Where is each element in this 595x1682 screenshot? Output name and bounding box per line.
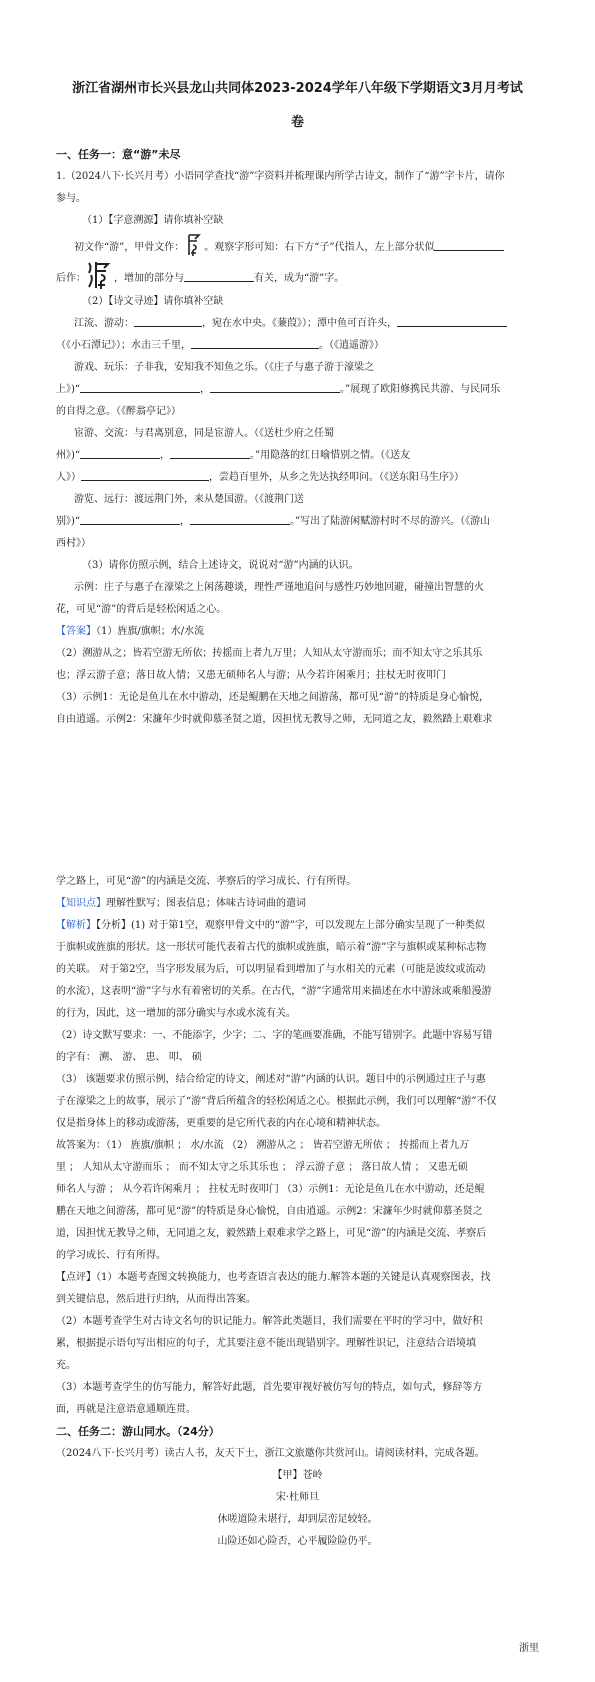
q1-example-line-1: 示例：庄子与惠子在濠梁之上闲荡趣谈，理性严谨地追问与感性巧妙地回避，碰撞出智慧的火	[74, 582, 484, 593]
analysis-line-15: 道，因担忧无教导之师，无同道之友，毅然踏上艰难求学之路上，可见“游”的内涵是交流、孝察后	[56, 1228, 487, 1239]
blank-input[interactable]	[184, 270, 254, 282]
review-tag: 【点评】	[56, 1272, 96, 1283]
answer-line-6: 学之路上，可见“游”的内涵是交流、孝察后的学习成长、行有所得。	[56, 876, 357, 887]
analysis-line-3: 的关联。 对于第2空，当字形发展为后，可以明显看到增加了与水相关的元素（可能是波纹或流动	[56, 964, 486, 975]
section-1-heading: 一、任务一：意“游”未尽	[56, 148, 181, 161]
q2-intro: （2024八下·长兴月考）读古人书，友天下士，浙江文旅邀你共赏河山。请阅读材料，完成各题。	[56, 1448, 485, 1459]
blank-input[interactable]	[81, 469, 209, 481]
poem-line-2: 山险还如心险否，心平履险险仍平。	[217, 1536, 378, 1547]
analysis-tag: 【解析】	[56, 920, 96, 931]
q1-part2-row-7: 州》)“ ， 。”用隐落的红日喻惜别之情。（《送友	[56, 445, 539, 467]
blank-input[interactable]	[397, 315, 507, 327]
poem-title: 【甲】苍岭	[272, 1470, 323, 1481]
review-line-4: 累，根据提示语句写出相应的句子，尤其要注意不能出现错别字。理解性识记，注意结合语境填	[56, 1338, 476, 1349]
q1-part1-line-2: 后作： ，增加的部分与 有关，成为“游”字。	[56, 259, 539, 291]
poem-author: 宋·杜师旦	[275, 1492, 320, 1503]
analysis-sub-tag: 【分析】	[96, 920, 131, 931]
blank-space	[56, 731, 539, 871]
seal-script-glyph-icon	[86, 259, 114, 291]
analysis-line-10: 仅是指身体上的移动或游荡，更重要的是它所代表的内在心境和精神状态。	[56, 1118, 386, 1129]
q1-example-line-2: 花，可见“游”的背后是轻松闲适之心。	[56, 604, 227, 615]
answer-line-4: （3）示例1：无论是鱼儿在水中游动，还是鲲鹏在天地之间游荡，都可见“游”的特质是身心愉悦，	[56, 692, 489, 703]
analysis-line-6: （2）诗文默写要求：一、不能添字，少字；二、字的笔画要准确，不能写错别字。此题中容易写错	[56, 1030, 493, 1041]
answer-tag: 【答案】	[56, 626, 96, 637]
q1-part3-label: （3）请你仿照示例，结合上述诗文，说说对“游”内涵的认识。	[82, 560, 359, 571]
answer-line-5: 自由逍遥。示例2：宋濂年少时就仰慕圣贤之道，因担忧无教导之师，无同道之友，毅然踏上艰难求	[56, 714, 493, 725]
analysis-line-16: 的学习成长、行有所得。	[56, 1250, 166, 1261]
knowledge-point: 【知识点】理解性默写；图表信息；体味古诗词曲的遣词	[56, 898, 306, 909]
q1-intro-line-1: 1.（2024八下·长兴月考）小语同学查找“游”字资料并梳理课内所学古诗文，制作了“游”字卡片，请你	[56, 171, 505, 182]
analysis-line-2: 于旗帜或旌旗的形状。这一形状可能代表着古代的旗帜或旌旗，暗示着“游”字与旗帜或某种标志物	[56, 942, 487, 953]
review-line-6: （3）本题考查学生的仿写能力，解答好此题，首先要审视好被仿写句的特点，如句式，修辞等方	[56, 1382, 483, 1393]
page-corner-text: 浙里	[519, 1643, 539, 1654]
blank-input[interactable]	[191, 337, 319, 349]
q1-part1-line-1: 初文作“游”，甲骨文作： 。观察字形可知：右下方“子”代指人，左上部分状似	[56, 232, 539, 259]
q1-part2-row-3: 游戏、玩乐：子非我，安知我不知鱼之乐。（《庄子与惠子游于濠梁之	[74, 362, 374, 373]
review-line-5: 充。	[56, 1360, 76, 1371]
q1-part1-label: （1）【字意溯源】请你填补空缺	[82, 215, 224, 226]
poem-line-1: 休嗟道险未堪行，却到层峦足较轻。	[217, 1514, 378, 1525]
answer-block	[56, 621, 539, 893]
q1-part2-row-6: 宦游、交流：与君离别意，同是宦游人。（《送杜少府之任蜀	[74, 428, 334, 439]
analysis-line-7: 的字有： 溯、 游、 患、 叩、 硕	[56, 1052, 202, 1063]
analysis-line-8: （3） 该题要求仿照示例，结合给定的诗文，阐述对“游”内涵的认识。题目中的示例通过庄子与惠	[56, 1074, 486, 1085]
q1-part2-row-2: （《小石潭记》）；水击三千里， 。（《逍遥游》）	[56, 335, 539, 357]
q1-part2-row-11: 西村》）	[56, 538, 91, 549]
analysis-line-11: 故答案为：（1） 旌旗/旗帜 ； 水/水流 （2） 溯游从之 ； 皆若空游无所依 ； 抟摇而上者九万	[56, 1140, 470, 1151]
review-line-7: 面，再就是注意语意通顺连贯。	[56, 1404, 196, 1415]
blank-input[interactable]	[210, 381, 340, 393]
q1-part2-row-1: 江流、游动： ，宛在水中央。《蒹葭》）；潭中鱼可百许头，	[56, 313, 539, 335]
analysis-block	[56, 915, 539, 1267]
analysis-line-4: 的水流），这表明“游”字与水有着密切的关系。在古代，“游”字通常用来描述在水中游泳或乘船漫游	[56, 986, 492, 997]
answer-line-3: 也；浮云游子意；落日故人情；又患无硕师名人与游；从今若许闲乘月；拄杖无时夜叩门	[56, 670, 446, 681]
q1-part2-row-10: 别》)“ ， 。”写出了陆游闲赋游村时不尽的游兴。（《游山	[56, 511, 539, 533]
poem-block	[56, 1465, 539, 1553]
answer-line-2: （2）溯游从之；皆若空游无所依；抟摇而上者九万里；人知从太守游而乐；而不知太守之乐其乐	[56, 648, 483, 659]
title-line-1: 浙江省湖州市长兴县龙山共同体2023-2024学年八年级下学期语文3月月考试	[72, 81, 523, 96]
q1-part2-row-8: 人》） ，尝趋百里外，从乡之先达执经叩问。（《送东阳马生序》）	[56, 467, 539, 489]
review-block	[56, 1267, 539, 1421]
analysis-line-13: 师名人与游 ； 从今若许闲乘月 ； 拄杖无时夜叩门 （3）示例1：无论是鱼儿在水中游动，还是鲲	[56, 1184, 485, 1195]
q1-intro-line-2: 参与。	[56, 193, 86, 204]
blank-input[interactable]	[80, 513, 180, 525]
section-2-heading: 二、任务二：游山同水。（24分）	[56, 1425, 220, 1438]
review-line-1: 【点评】（1）本题考查图文转换能力，也考查语言表达的能力.解答本题的关键是认真观察图表，找	[56, 1272, 491, 1283]
q1-part2-label: （2）【诗文寻迹】请你填补空缺	[82, 296, 224, 307]
analysis-line-1: 【解析】【分析】(1) 对于第1空，观察甲骨文中的“游”字，可以发现左上部分确实呈现了一种类似	[56, 920, 485, 931]
q1-part2-row-9: 游览、远行：渡远荆门外，来从楚国游。（《渡荆门送	[74, 494, 304, 505]
question-1	[56, 166, 539, 621]
document-title	[56, 72, 539, 140]
analysis-line-14: 鹏在天地之间游荡，都可见“游”的特质是身心愉悦，自由逍遥。示例2：宋濂年少时就仰慕圣贤之	[56, 1206, 483, 1217]
title-line-2: 卷	[290, 115, 304, 130]
blank-input[interactable]	[134, 315, 202, 327]
knowledge-tag: 【知识点】	[56, 898, 106, 909]
answer-line-1: 【答案】（1）旌旗/旗帜；水/水流	[56, 626, 205, 637]
q1-part2-row-5: 的自得之意。（《醉翁亭记》）	[56, 406, 181, 417]
q1-part2-row-4: 上》)“ ， 。”展现了欧阳修携民共游、与民同乐	[56, 379, 539, 401]
blank-input[interactable]	[434, 239, 504, 251]
analysis-line-12: 里 ； 人知从太守游而乐 ； 而不知太守之乐其乐也 ； 浮云游子意 ； 落日故人情 ； 又患无硕	[56, 1162, 468, 1173]
analysis-line-5: 的行为，因此，这一增加的部分确实与水或水流有关。	[56, 1008, 296, 1019]
analysis-line-9: 子在濠梁之上的故事，展示了“游”背后所蕴含的轻松闲适之心。根据此示例，我们可以理解“游”不仅	[56, 1096, 497, 1107]
blank-input[interactable]	[80, 447, 160, 459]
review-line-3: （2）本题考查学生对古诗文名句的识记能力。解答此类题目，我们需要在平时的学习中，做好积	[56, 1316, 483, 1327]
blank-input[interactable]	[170, 447, 250, 459]
oracle-bone-glyph-icon	[184, 232, 204, 258]
review-line-2: 到关键信息，然后进行归纳，从而得出答案。	[56, 1294, 256, 1305]
blank-input[interactable]	[190, 513, 290, 525]
blank-input[interactable]	[80, 381, 200, 393]
